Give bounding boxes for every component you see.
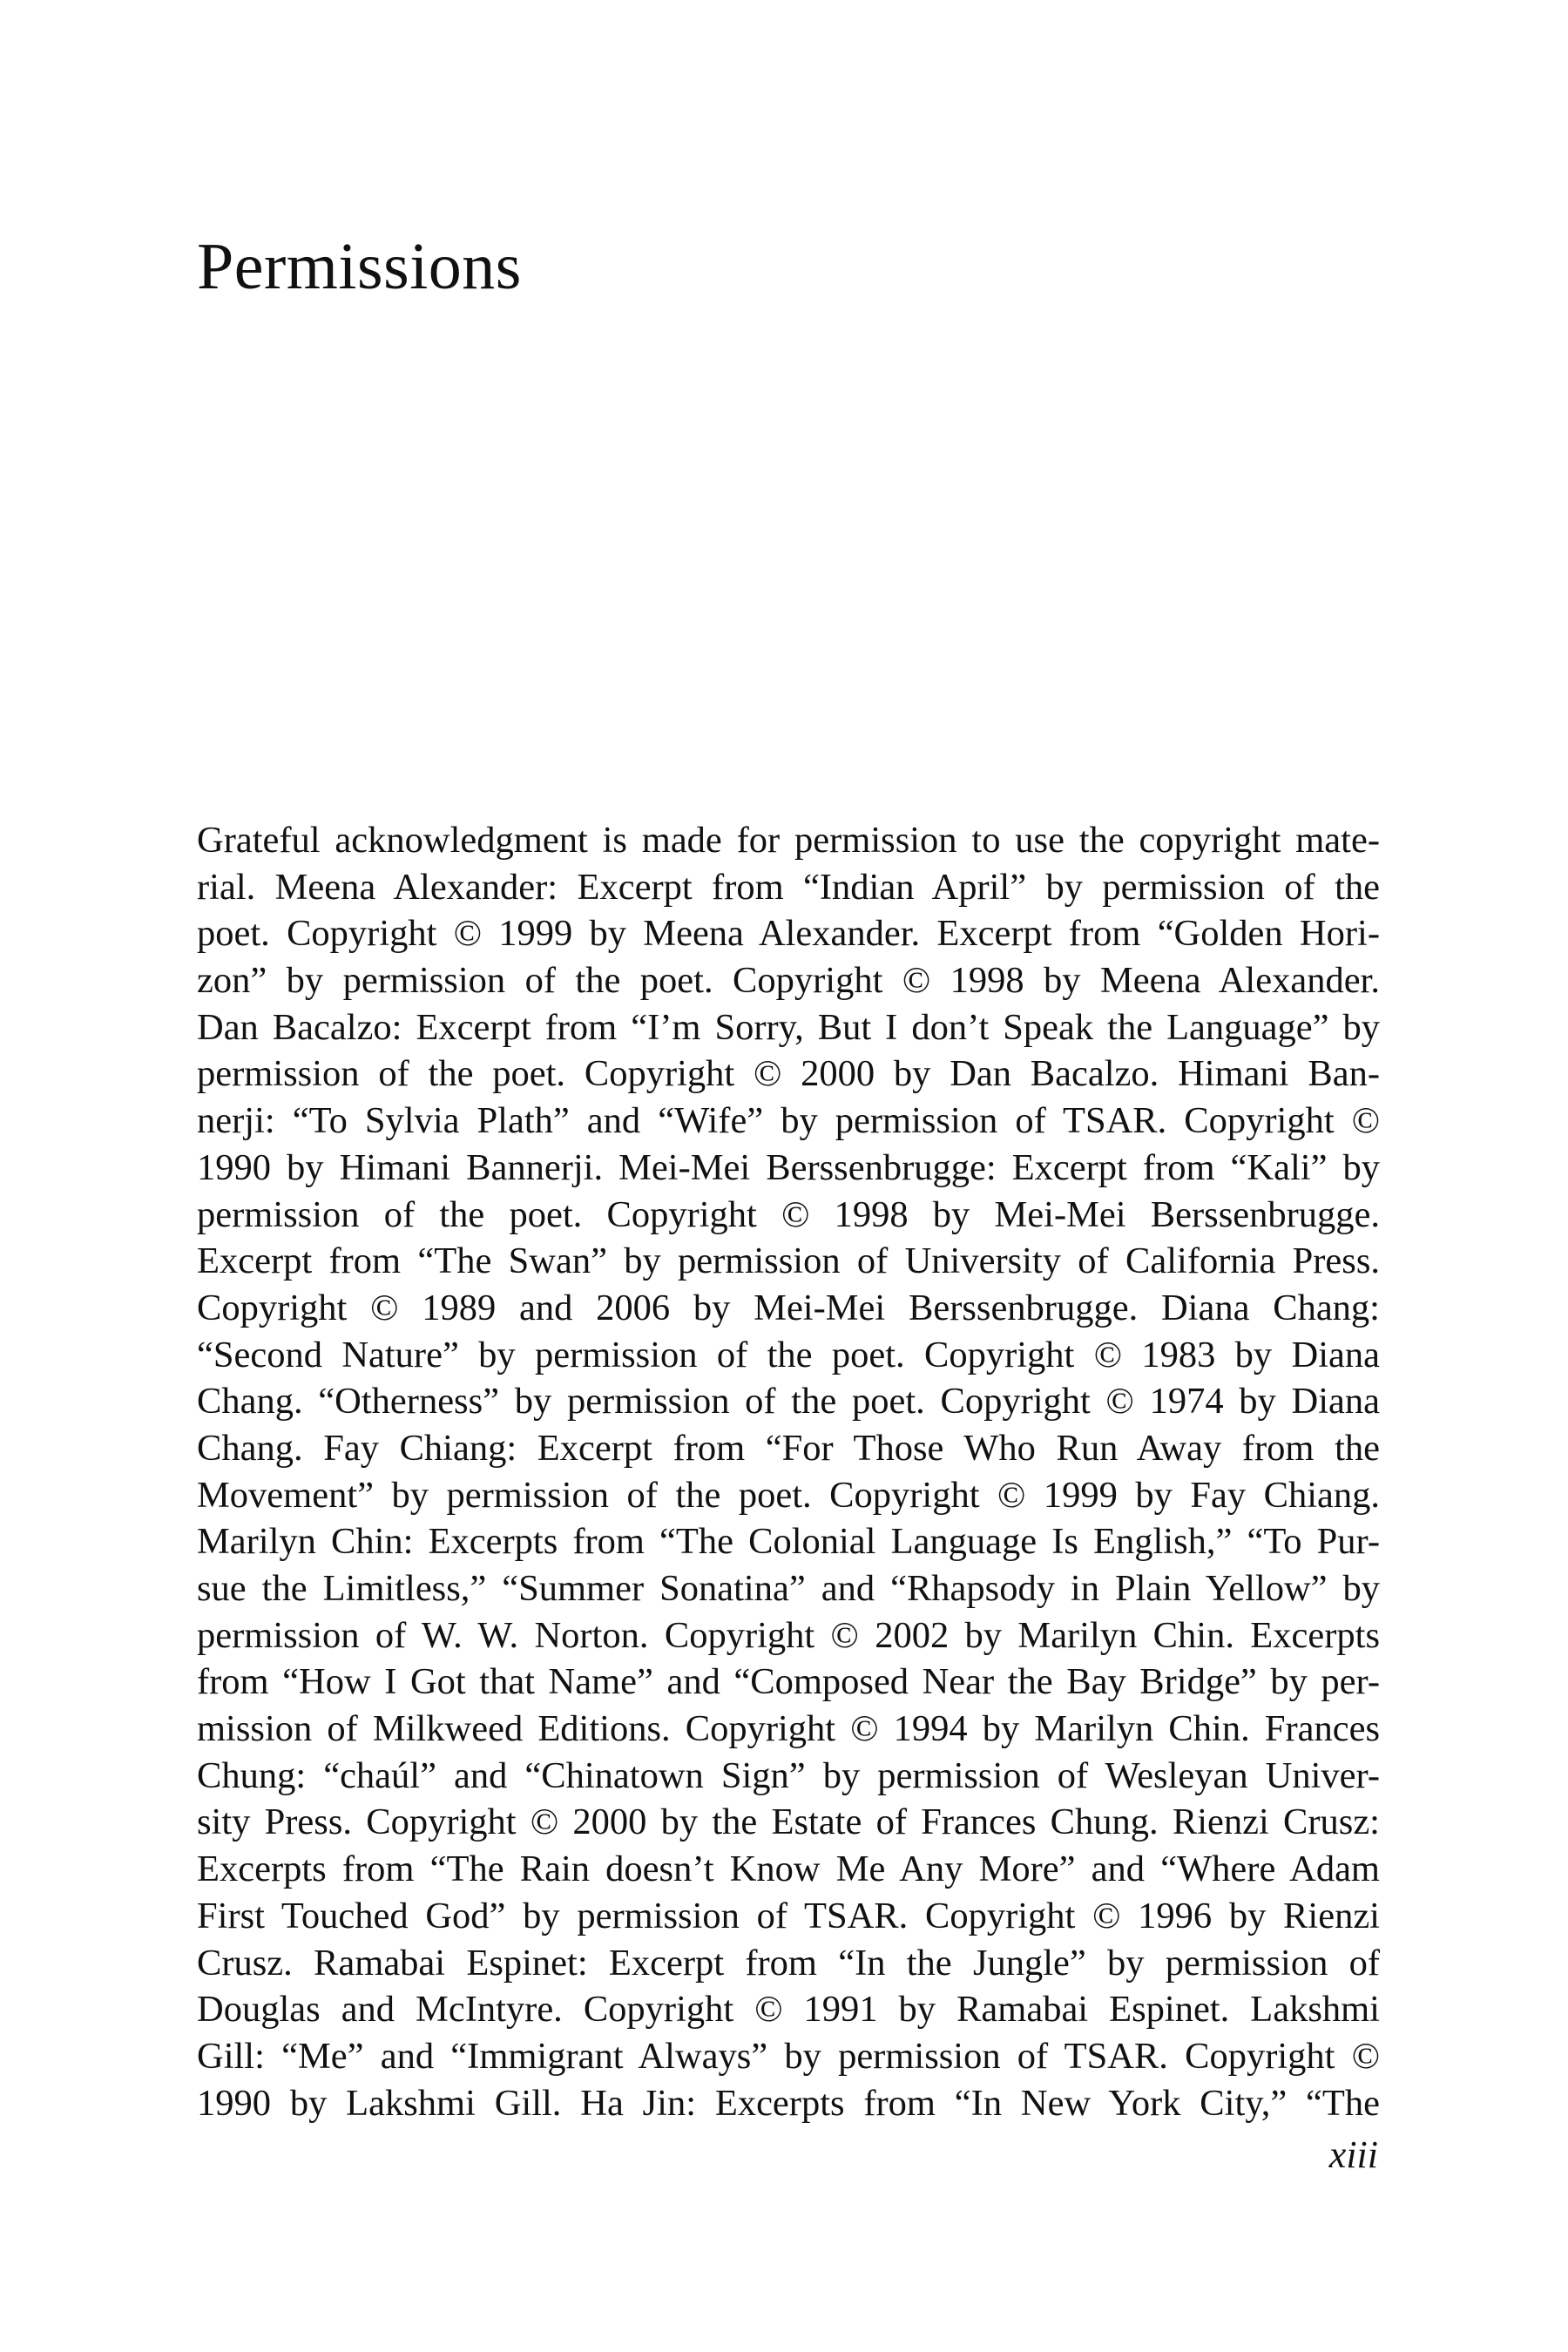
page-title: Permissions	[197, 230, 522, 303]
page-number: xiii	[1328, 2133, 1378, 2176]
text-line: 1990 by Himani Bannerji. Mei-Mei Berssenbrugge: Excerpt from “Kali” by	[197, 1146, 1380, 1188]
text-line: Copyright © 1989 and 2006 by Mei-Mei Berssenbrugge. Diana Chang:	[197, 1287, 1380, 1328]
text-line: Excerpts from “The Rain doesn’t Know Me Any More” and “Where Adam	[197, 1848, 1380, 1890]
text-line: Dan Bacalzo: Excerpt from “I’m Sorry, But I don’t Speak the Language” by	[197, 1006, 1380, 1048]
text-line: “Second Nature” by permission of the poet. Copyright © 1983 by Diana	[197, 1334, 1380, 1375]
text-line: Chung: “chaúl” and “Chinatown Sign” by permission of Wesleyan Univer-	[197, 1754, 1380, 1796]
text-line: Crusz. Ramabai Espinet: Excerpt from “In the Jungle” by permission of	[197, 1942, 1380, 1984]
permissions-text	[197, 817, 1380, 2126]
text-line: Chang. “Otherness” by permission of the poet. Copyright © 1974 by Diana	[197, 1381, 1380, 1423]
text-line: Gill: “Me” and “Immigrant Always” by permission of TSAR. Copyright ©	[197, 2035, 1380, 2077]
text-line: poet. Copyright © 1999 by Meena Alexander. Excerpt from “Golden Hori-	[197, 913, 1380, 955]
text-line: Excerpt from “The Swan” by permission of University of California Press.	[197, 1240, 1380, 1282]
text-line: from “How I Got that Name” and “Composed Near the Bay Bridge” by per-	[197, 1661, 1380, 1703]
text-line: Marilyn Chin: Excerpts from “The Colonial Language Is English,” “To Pur-	[197, 1521, 1380, 1563]
text-line: permission of W. W. Norton. Copyright © 2002 by Marilyn Chin. Excerpts	[197, 1614, 1380, 1656]
text-line: Movement” by permission of the poet. Copyright © 1999 by Fay Chiang.	[197, 1474, 1380, 1516]
text-line: zon” by permission of the poet. Copyright © 1998 by Meena Alexander.	[197, 960, 1380, 1002]
text-line: permission of the poet. Copyright © 2000 by Dan Bacalzo. Himani Ban-	[197, 1053, 1380, 1095]
text-line: Grateful acknowledgment is made for permission to use the copyright mate-	[197, 820, 1380, 861]
text-line: Chang. Fay Chiang: Excerpt from “For Those Who Run Away from the	[197, 1427, 1380, 1469]
text-line: permission of the poet. Copyright © 1998 by Mei-Mei Berssenbrugge.	[197, 1193, 1380, 1235]
text-line: rial. Meena Alexander: Excerpt from “Indian April” by permission of the	[197, 866, 1380, 908]
text-line: 1990 by Lakshmi Gill. Ha Jin: Excerpts from “In New York City,” “The	[197, 2082, 1380, 2124]
text-line: sity Press. Copyright © 2000 by the Estate of Frances Chung. Rienzi Crusz:	[197, 1801, 1380, 1843]
text-line: mission of Milkweed Editions. Copyright © 1994 by Marilyn Chin. Frances	[197, 1708, 1380, 1750]
text-line: First Touched God” by permission of TSAR. Copyright © 1996 by Rienzi	[197, 1895, 1380, 1936]
text-line: sue the Limitless,” “Summer Sonatina” and “Rhapsody in Plain Yellow” by	[197, 1568, 1380, 1609]
text-line: nerji: “To Sylvia Plath” and “Wife” by permission of TSAR. Copyright ©	[197, 1100, 1380, 1142]
text-line: Douglas and McIntyre. Copyright © 1991 by Ramabai Espinet. Lakshmi	[197, 1989, 1380, 2031]
